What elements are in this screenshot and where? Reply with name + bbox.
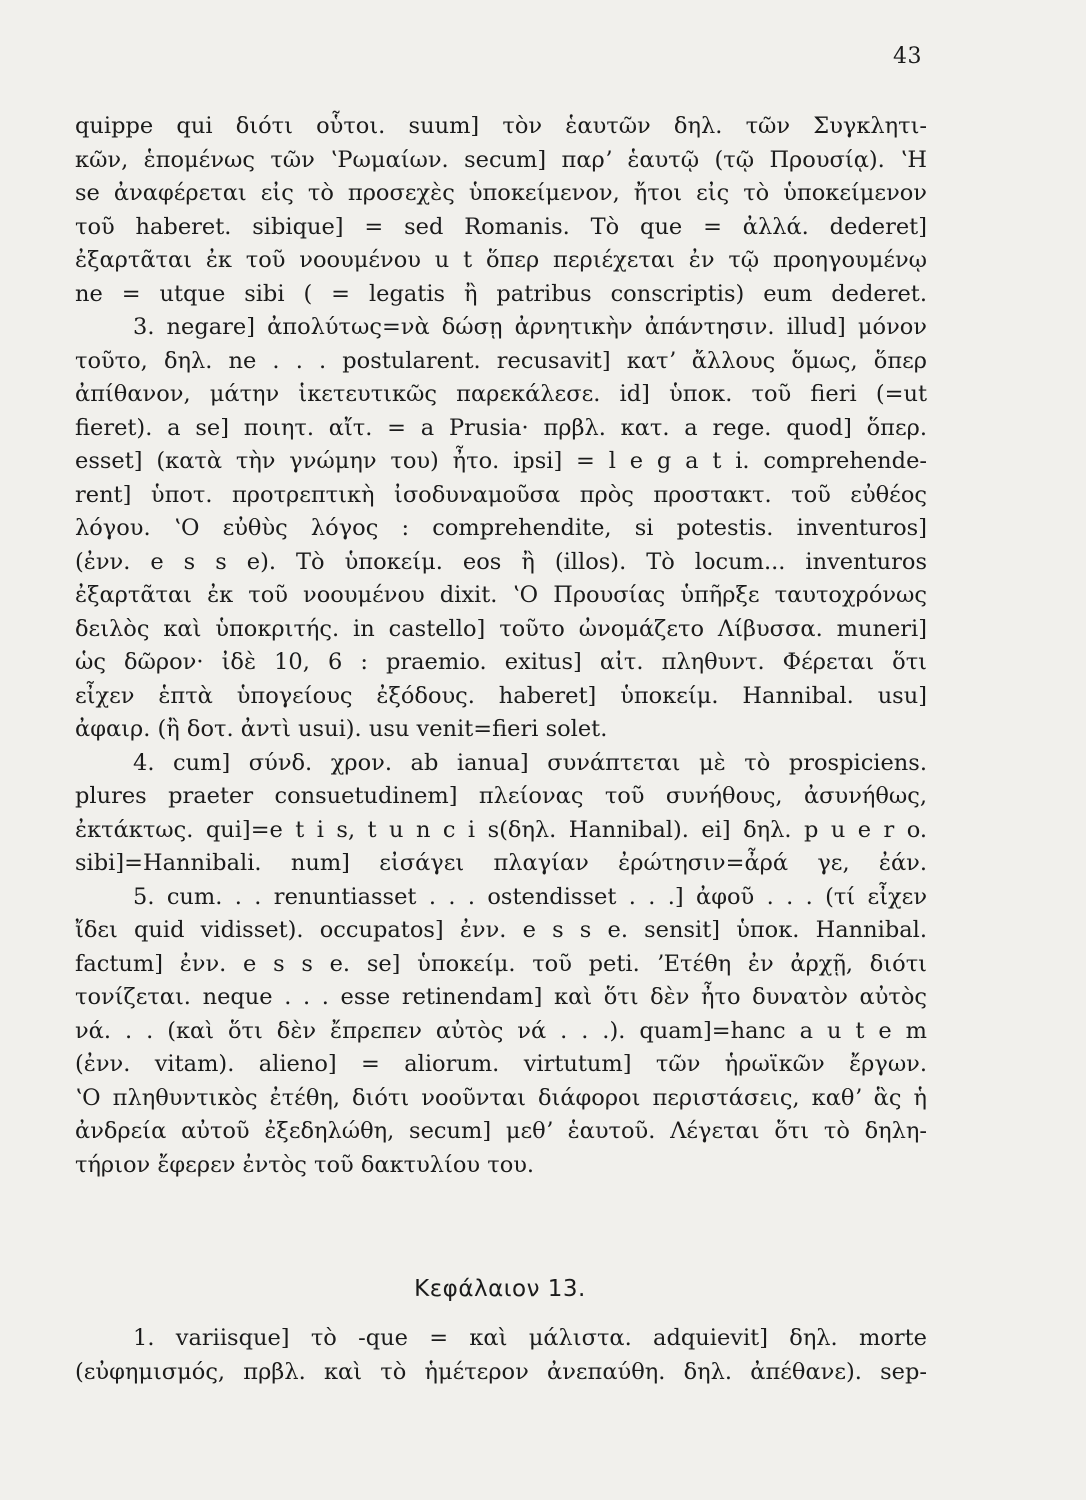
text-line: ʽΟ πληθυντικὸς ἐτέθη, διότι νοοῦνται διάφοροι περιστάσεις, καθʼ ἃς ἡ [75, 1084, 927, 1111]
chapter-heading: Κεφάλαιον 13. [414, 1276, 586, 1302]
text-line: esset] (κατὰ τὴν γνώμην του) ἦτο. ipsi] = l e g a t i. comprehende- [75, 448, 927, 474]
text-line: εἶχεν ἑπτὰ ὑπογείους ἐξόδους. haberet] ὑποκείμ. Hannibal. usu] [75, 682, 927, 709]
text-line: plures praeter consuetudinem] πλείονας τοῦ συνήθους, ἀσυνήθως, [75, 783, 927, 809]
text-line: 5. cum. . . renuntiasset . . . ostendisset . . .] ἀφοῦ . . . (τί εἶχεν [133, 883, 927, 910]
text-line: ne = utque sibi ( = legatis ἢ patribus conscriptis) eum dederet. [75, 280, 927, 307]
text-line: ἐξαρτᾶται ἐκ τοῦ νοουμένου dixit. ʽΟ Προυσίας ὑπῆρξε ταυτοχρόνως [75, 582, 927, 608]
text-line: (ἐνν. e s s e). Τὸ ὑποκείμ. eos ἢ (illos). Τὸ locum... inventuros [75, 548, 927, 575]
text-line: sibi]=Hannibali. num] εἰσάγει πλαγίαν ἐρώτησιν=ἆρά γε, ἐάν. [75, 850, 927, 876]
text-line: 4. cum] σύνδ. χρον. ab ianua] συνάπτεται μὲ τὸ prospiciens. [133, 749, 927, 776]
text-line: 1. variisque] τὸ -que = καὶ μάλιστα. adquievit] δηλ. morte [133, 1325, 927, 1351]
text-line: τοῦτο, δηλ. ne . . . postularent. recusavit] κατʼ ἄλλους ὅμως, ὅπερ [75, 347, 927, 374]
page-number: 43 [893, 44, 922, 69]
text-line: (ἐνν. vitam). alieno] = aliorum. virtutum] τῶν ἡρωϊκῶν ἔργων. [75, 1051, 927, 1077]
text-line: ἴδει quid vidisset). occupatos] ἐνν. e s s e. sensit] ὑποκ. Hannibal. [75, 917, 927, 943]
text-line: ἐξαρτᾶται ἐκ τοῦ νοουμένου u t ὅπερ περιέχεται ἐν τῷ προηγουμένῳ [75, 247, 927, 273]
text-line: ἐκτάκτως. qui]=e t i s, t u n c i s(δηλ. Hannibal). ei] δηλ. p u e r o. [75, 816, 927, 843]
body-text-after-heading [75, 1322, 927, 1389]
text-line: quippe qui διότι οὗτοι. suum] τὸν ἑαυτῶν δηλ. τῶν Συγκλητι- [75, 113, 927, 139]
text-line: δειλὸς καὶ ὑποκριτής. in castello] τοῦτο ὠνομάζετο Λίβυσσα. muneri] [75, 615, 927, 642]
text-line: ἀνδρεία αὐτοῦ ἐξεδηλώθη, secum] μεθʼ ἑαυτοῦ. Λέγεται ὅτι τὸ δηλη- [75, 1118, 927, 1144]
text-line: (εὐφημισμός, πρβλ. καὶ τὸ ἡμέτερον ἀνεπαύθη. δηλ. ἀπέθανε). sep- [75, 1358, 927, 1385]
text-line: νά. . . (καὶ ὅτι δὲν ἔπρεπεν αὐτὸς νά . . .). quam]=hanc a u t e m [75, 1017, 927, 1044]
text-line: ἀπίθανον, μάτην ἱκετευτικῶς παρεκάλεσε. id] ὑποκ. τοῦ fieri (=ut [75, 381, 927, 407]
text-line: factum] ἐνν. e s s e. se] ὑποκείμ. τοῦ peti. ʼΕτέθη ἐν ἀρχῇ, διότι [75, 950, 927, 977]
text-line: τήριον ἔφερεν ἐντὸς τοῦ δακτυλίου του. [75, 1151, 535, 1178]
text-line: rent] ὑποτ. προτρεπτικὴ ἰσοδυναμοῦσα πρὸς προστακτ. τοῦ εὐθέος [75, 481, 927, 508]
text-line: τοῦ haberet. sibique] = sed Romanis. Τὸ que = ἀλλά. dederet] [75, 213, 927, 240]
body-text [75, 110, 927, 1182]
text-line: κῶν, ἑπομένως τῶν ʽΡωμαίων. secum] παρʼ ἑαυτῷ (τῷ Προυσίᾳ). ʽΗ [75, 146, 927, 173]
text-line: ὡς δῶρον· ἰδὲ 10, 6 : praemio. exitus] αἰτ. πληθυντ. Φέρεται ὅτι [75, 649, 927, 675]
text-line: τονίζεται. neque . . . esse retinendam] καὶ ὅτι δὲν ἦτο δυνατὸν αὐτὸς [75, 984, 927, 1010]
text-line: 3. negare] ἀπολύτως=νὰ δώσῃ ἀρνητικὴν ἀπάντησιν. illud] μόνον [133, 314, 927, 340]
text-line: fieret). a se] ποιητ. αἴτ. = a Prusia· πρβλ. κατ. a rege. quod] ὅπερ. [75, 414, 927, 441]
text-line: se ἀναφέρεται εἰς τὸ προσεχὲς ὑποκείμενον, ἤτοι εἰς τὸ ὑποκείμενον [75, 180, 927, 206]
text-line: λόγου. ʽΟ εὐθὺς λόγος : comprehendite, si potestis. inventuros] [75, 515, 927, 541]
text-line: ἀφαιρ. (ἢ δοτ. ἀντὶ usui). usu venit=fieri solet. [75, 716, 608, 742]
